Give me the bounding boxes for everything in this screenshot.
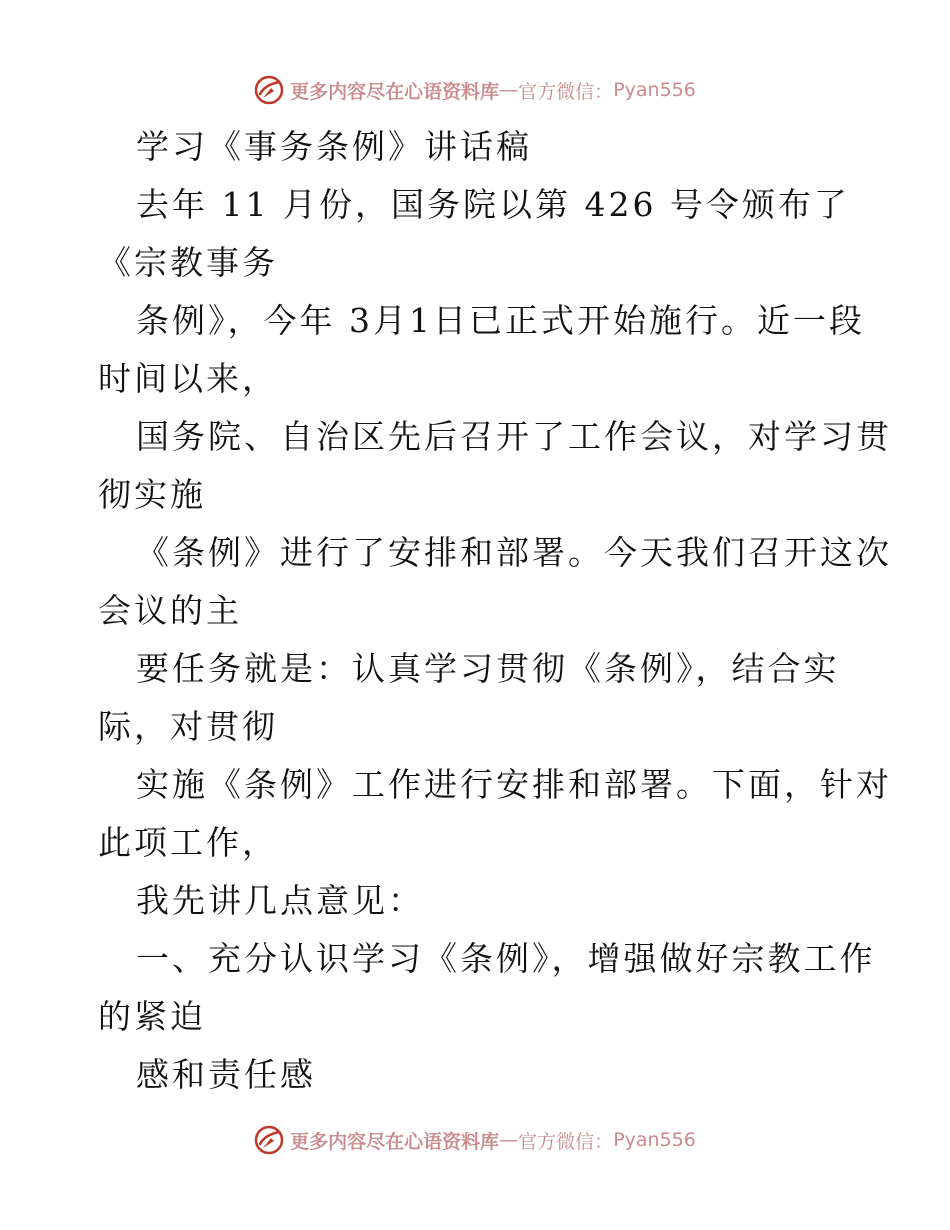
brand-logo-icon [254,1125,284,1155]
header-watermark-banner [0,70,950,110]
text-line: 《宗教事务 [98,243,278,282]
section-heading-continued: 的紧迫 [98,997,206,1036]
banner-separator: — [499,79,519,101]
section-heading-continued: 感和责任感 [136,1055,316,1094]
banner-brand-text: 更多内容尽在心语资料库 [290,80,500,103]
text-line: 国务院、自治区先后召开了工作会议，对学习贯 [136,417,892,456]
document-body [98,118,892,1104]
section-heading: 一、充分认识学习《条例》，增强做好宗教工作 [136,939,876,978]
text-line: 彻实施 [98,475,206,514]
text-line: 会议的主 [98,591,242,630]
text-line: 我先讲几点意见： [136,881,424,920]
text-line: 《条例》进行了安排和部署。今天我们召开这次 [136,533,892,572]
banner-wechat-id: Pyan556 [613,79,696,101]
brand-logo-icon [254,75,284,105]
footer-watermark-banner [0,1120,950,1160]
text-line: 条例》，今年 3月1日已正式开始施行。近一段 [136,301,865,340]
text-line: 去年 11 月份，国务院以第 426 号令颁布了 [136,185,850,224]
text-line: 此项工作， [98,823,278,862]
text-line: 要任务就是：认真学习贯彻《条例》，结合实 [136,649,840,688]
banner-wechat-label: 官方微信： [518,1130,614,1153]
banner-separator: — [499,1129,519,1151]
banner-brand-text: 更多内容尽在心语资料库 [290,1130,500,1153]
text-line: 实施《条例》工作进行安排和部署。下面，针对 [136,765,892,804]
text-line: 时间以来， [98,359,278,398]
text-line: 际，对贯彻 [98,707,278,746]
banner-wechat-label: 官方微信： [518,80,614,103]
document-title: 学习《事务条例》讲话稿 [136,127,532,166]
banner-wechat-id: Pyan556 [613,1129,696,1151]
